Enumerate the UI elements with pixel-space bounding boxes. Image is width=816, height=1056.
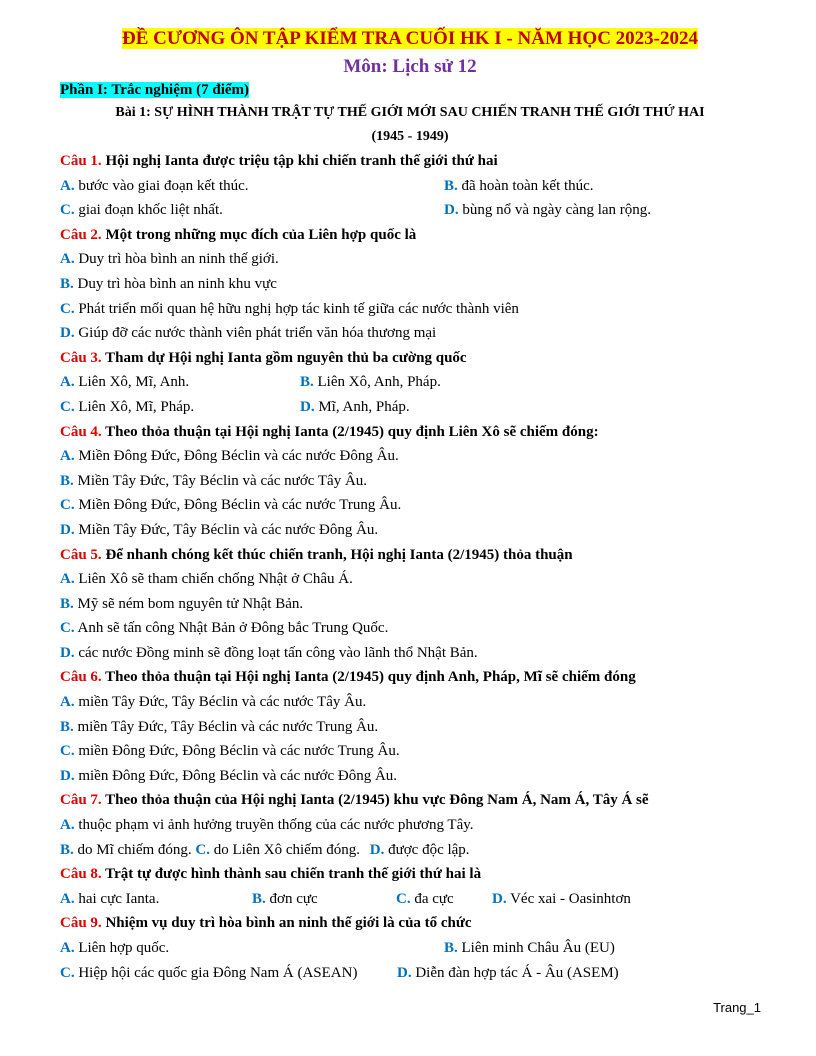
options-row [60,887,760,912]
option-d: D. Giúp đỡ các nước thành viên phát triển văn hóa thương mại [60,325,437,342]
option-a: A. Liên Xô sẽ tham chiến chống Nhật ở Châu Á. [60,571,353,588]
option-a: A. bước vào giai đoạn kết thúc. [60,177,249,194]
option-c: C. do Liên Xô chiếm đóng. [195,841,360,858]
option-b: B. Duy trì hòa bình an ninh khu vực [60,275,277,292]
option-b: B. do Mĩ chiếm đóng. [60,841,192,858]
option-b: B. Liên minh Châu Âu (EU) [444,940,615,956]
options-row [60,838,760,863]
option-c: C. Anh sẽ tấn công Nhật Bản ở Đông bắc Trung Quốc. [60,620,389,637]
question-9: Câu 9. Nhiệm vụ duy trì hòa bình an ninh thế giới là của tổ chức [60,915,472,932]
option-c: C. Phát triển mối quan hệ hữu nghị hợp tác kinh tế giữa các nước thành viên [60,300,519,317]
option-b: B. Liên Xô, Anh, Pháp. [300,374,441,391]
option-d: D. Miền Tây Đức, Tây Béclin và các nước Đông Âu. [60,521,379,538]
options-row [60,198,760,223]
option-b: B. đã hoàn toàn kết thúc. [444,177,594,194]
question-4: Câu 4. Theo thỏa thuận tại Hội nghị Ianta (2/1945) quy định Liên Xô sẽ chiếm đóng: [60,423,599,440]
option-a: A. miền Tây Đức, Tây Béclin và các nước Tây Âu. [60,694,367,711]
option-c: C. Liên Xô, Mĩ, Pháp. [60,398,195,415]
option-a: A. Duy trì hòa bình an ninh thế giới. [60,251,279,268]
option-a: A. Liên hợp quốc. [60,940,170,956]
option-d: D. các nước Đồng minh sẽ đồng loạt tấn công vào lãnh thổ Nhật Bản. [60,644,478,661]
question-2: Câu 2. Một trong những mục đích của Liên hợp quốc là [60,226,417,243]
page-number: Trang_1 [713,1000,761,1015]
option-c: C. giai đoạn khốc liệt nhất. [60,202,223,219]
option-b: B. Mỹ sẽ ném bom nguyên tử Nhật Bản. [60,595,304,612]
options-row [60,395,760,420]
lesson-heading: Bài 1: SỰ HÌNH THÀNH TRẬT TỰ THẾ GIỚI MỚI SAU CHIẾN TRANH THẾ GIỚI THỨ HAI (1945 - 1949) [115,105,705,144]
option-b: B. đơn cực [252,890,318,907]
option-c: C. Hiệp hội các quốc gia Đông Nam Á (ASEAN) [60,964,358,981]
option-c: C. miền Đông Đức, Đông Béclin và các nước Trung Âu. [60,743,400,760]
option-d: D. bùng nổ và ngày càng lan rộng. [444,202,652,219]
option-b: B. Miền Tây Đức, Tây Béclin và các nước Tây Âu. [60,472,368,489]
option-a: A. Miền Đông Đức, Đông Béclin và các nước Đông Âu. [60,448,399,465]
subject-title: Môn: Lịch sử 12 [343,56,477,77]
options-row [60,961,760,986]
option-a: A. Liên Xô, Mĩ, Anh. [60,374,190,391]
question-1: Câu 1. Hội nghị Ianta được triệu tập khi chiến tranh thế giới thứ hai [60,153,498,169]
options-row [60,936,760,961]
option-d: D. Diễn đàn hợp tác Á - Âu (ASEM) [397,964,619,981]
question-5: Câu 5. Để nhanh chóng kết thúc chiến tranh, Hội nghị Ianta (2/1945) thỏa thuận [60,546,573,563]
option-d: D. Mĩ, Anh, Pháp. [300,398,410,415]
option-c: C. đa cực [396,890,454,907]
question-3: Câu 3. Tham dự Hội nghị Ianta gồm nguyên thủ ba cường quốc [60,349,467,366]
option-d: D. được độc lập. [369,841,470,858]
option-a: A. hai cực Ianta. [60,890,160,907]
options-row [60,370,760,395]
question-6: Câu 6. Theo thỏa thuận tại Hội nghị Ianta (2/1945) quy định Anh, Pháp, Mĩ sẽ chiếm đóng [60,669,636,686]
option-a: A. thuộc phạm vi ảnh hưởng truyền thống của các nước phương Tây. [60,817,474,834]
part-heading: Phần I: Trắc nghiệm (7 điểm) [60,82,250,98]
question-8: Câu 8. Trật tự được hình thành sau chiến tranh thế giới thứ hai là [60,866,482,883]
option-d: D. miền Đông Đức, Đông Béclin và các nước Đông Âu. [60,767,398,784]
options-row [60,174,760,199]
document-title: ĐỀ CƯƠNG ÔN TẬP KIỂM TRA CUỐI HK I - NĂM HỌC 2023-2024 [121,28,698,49]
option-b: B. miền Tây Đức, Tây Béclin và các nước Trung Âu. [60,718,379,735]
document-page [60,28,760,985]
question-7: Câu 7. Theo thỏa thuận của Hội nghị Ianta (2/1945) khu vực Đông Nam Á, Nam Á, Tây Á sẽ [60,792,649,809]
option-c: C. Miền Đông Đức, Đông Béclin và các nước Trung Âu. [60,497,402,514]
option-d: D. Véc xai - Oasinhtơn [492,890,631,907]
